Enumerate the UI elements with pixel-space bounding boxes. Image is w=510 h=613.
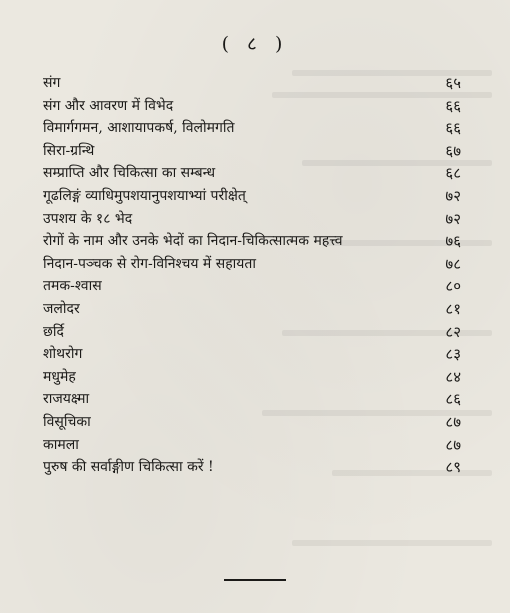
toc-entry-page: ८६ — [445, 390, 461, 409]
toc-entry — [43, 95, 461, 118]
toc-entry-page: ६६ — [445, 119, 461, 138]
toc-entry-title: गूढलिङ्गं व्याधिमुपशयानुपशयाभ्यां परीक्षेत् — [43, 187, 246, 204]
table-of-contents — [43, 72, 461, 479]
toc-entry-page: ७२ — [445, 209, 461, 228]
toc-entry-title: तमक-श्वास — [43, 278, 102, 295]
toc-entry — [43, 185, 461, 208]
toc-entry — [43, 140, 461, 163]
toc-entry — [43, 366, 461, 389]
toc-entry — [43, 230, 461, 253]
toc-entry-page: ६७ — [445, 141, 461, 160]
toc-entry-page: ८९ — [445, 458, 461, 477]
toc-entry — [43, 253, 461, 276]
toc-entry-title: रोगों के नाम और उनके भेदों का निदान-चिकित्सात्मक महत्त्व — [43, 233, 343, 250]
toc-entry-page: ७२ — [445, 186, 461, 205]
toc-entry-title: छर्दि — [43, 323, 64, 340]
toc-entry — [43, 456, 461, 479]
toc-entry-page: ७६ — [445, 232, 461, 251]
toc-entry — [43, 162, 461, 185]
toc-entry — [43, 117, 461, 140]
toc-entry-page: ८४ — [445, 367, 461, 386]
page-number: ( ८ ) — [221, 33, 289, 55]
toc-entry-title: राजयक्ष्मा — [43, 391, 90, 408]
toc-entry-page: ८२ — [445, 322, 461, 341]
toc-entry-title: जलोदर — [43, 300, 80, 317]
toc-entry-page: ८१ — [445, 299, 461, 318]
toc-entry — [43, 72, 461, 95]
toc-entry-page: ६६ — [445, 96, 461, 115]
toc-entry — [43, 388, 461, 411]
toc-entry-title: पुरुष की सर्वाङ्गीण चिकित्सा करें ! — [43, 459, 214, 476]
toc-entry-page: ६५ — [445, 74, 461, 92]
toc-entry — [43, 275, 461, 298]
toc-entry-title: विमार्गगमन, आशायापकर्ष, विलोमगति — [43, 120, 235, 137]
toc-entry — [43, 298, 461, 321]
toc-entry-title: सिरा-ग्रन्थि — [43, 142, 95, 159]
toc-entry — [43, 434, 461, 457]
toc-entry — [43, 208, 461, 231]
toc-entry-page: ८७ — [445, 412, 461, 431]
bleed-through — [292, 540, 492, 546]
toc-entry-title: शोथरोग — [43, 346, 83, 363]
toc-entry-page: ८७ — [445, 435, 461, 454]
toc-entry-title: निदान-पञ्चक से रोग-विनिश्चय में सहायता — [43, 255, 256, 272]
end-rule — [224, 579, 286, 581]
toc-entry-title: मधुमेह — [43, 368, 76, 385]
toc-entry-title: उपशय के १८ भेद — [43, 210, 133, 227]
toc-entry — [43, 321, 461, 344]
toc-entry-title: कामला — [43, 436, 79, 453]
toc-entry-page: ८३ — [445, 345, 461, 364]
toc-entry-title: संग — [43, 75, 61, 91]
toc-entry-page: ६८ — [445, 164, 461, 183]
toc-entry-title: विसूचिका — [43, 413, 91, 430]
toc-entry-page: ८० — [445, 277, 461, 296]
toc-entry — [43, 343, 461, 366]
toc-entry-page: ७८ — [445, 254, 461, 273]
toc-entry-title: संग और आवरण में विभेद — [43, 97, 174, 114]
toc-entry-title: सम्प्राप्ति और चिकित्सा का सम्बन्ध — [43, 165, 216, 182]
toc-entry — [43, 411, 461, 434]
